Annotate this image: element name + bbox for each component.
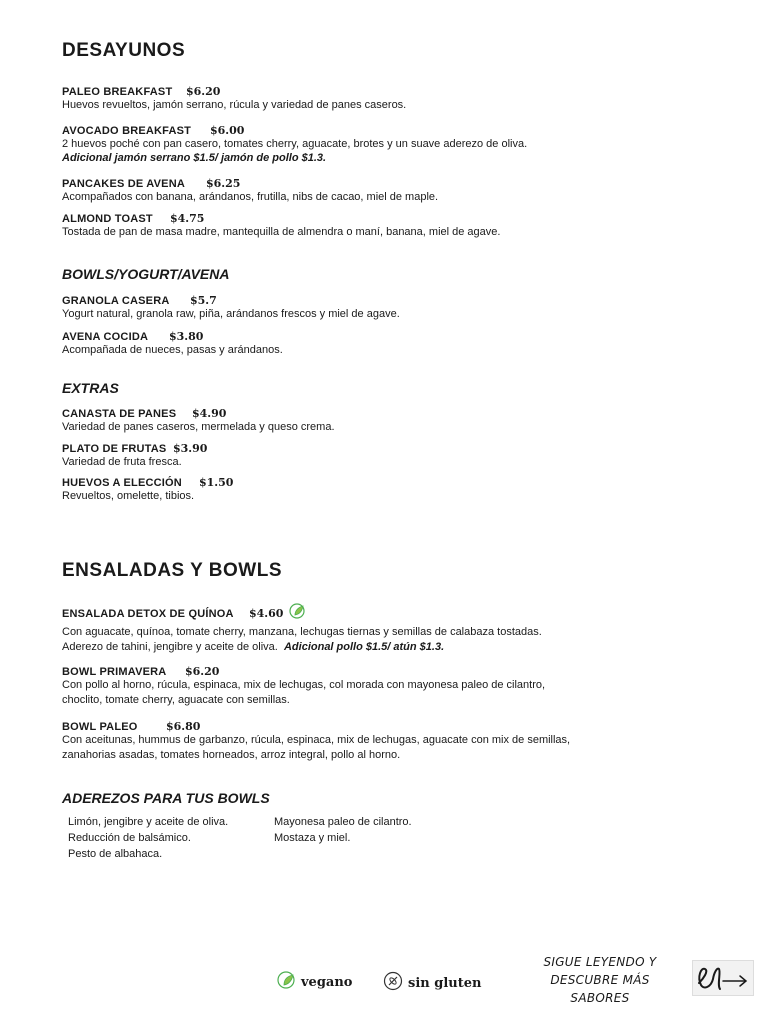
list-item: Reducción de balsámico.	[68, 832, 191, 844]
wheat-crossed-icon	[383, 971, 403, 996]
section-title-bowls-yogurt: BOWLS/YOGURT/AVENA	[62, 266, 230, 282]
item-name: AVOCADO BREAKFAST	[62, 124, 192, 137]
section-title-extras: EXTRAS	[62, 380, 119, 396]
item-price: $4.75	[170, 212, 205, 225]
item-description: Con aguacate, quínoa, tomate cherry, manzana, lechugas tiernas y semillas de calabaza tostadas.	[62, 626, 542, 638]
item-price: $6.20	[186, 85, 221, 98]
item-description: Yogurt natural, granola raw, piña, arándanos frescos y miel de agave.	[62, 308, 400, 320]
item-name: CANASTA DE PANES	[62, 407, 177, 420]
legend-vegano-label: vegano	[301, 975, 353, 990]
item-description: Variedad de panes caseros, mermelada y queso crema.	[62, 421, 335, 433]
list-item: Mostaza y miel.	[274, 832, 351, 844]
menu-item	[62, 85, 742, 113]
menu-item	[62, 407, 742, 435]
item-name: ALMOND TOAST	[62, 212, 153, 225]
item-name: GRANOLA CASERA	[62, 294, 170, 307]
item-name: BOWL PRIMAVERA	[62, 665, 167, 678]
item-name: BOWL PALEO	[62, 720, 138, 733]
item-price: $4.90	[192, 407, 227, 420]
list-item: Mayonesa paleo de cilantro.	[274, 816, 412, 828]
menu-item	[62, 476, 742, 504]
item-price: $6.80	[166, 720, 201, 733]
item-note: Adicional jamón serrano $1.5/ jamón de pollo $1.3.	[62, 152, 327, 164]
continue-reading-note	[522, 953, 678, 1007]
item-price: $6.20	[185, 665, 220, 678]
menu-item	[62, 177, 742, 205]
section-title-desayunos: DESAYUNOS	[62, 40, 186, 61]
item-name: HUEVOS A ELECCIÓN	[62, 476, 182, 489]
logo-el-icon	[693, 961, 753, 995]
aderezos-column-1	[68, 814, 228, 862]
menu-item	[62, 212, 742, 240]
continue-line-2: DESCUBRE MÁS SABORES	[550, 973, 650, 1005]
menu-item	[62, 665, 752, 708]
item-description: Huevos revueltos, jamón serrano, rúcula y variedad de panes caseros.	[62, 99, 407, 111]
section-title-aderezos: ADEREZOS PARA TUS BOWLS	[62, 790, 270, 806]
item-price: $3.90	[173, 442, 208, 455]
item-description: choclito, tomate cherry, aguacate con semillas.	[62, 694, 290, 706]
continue-line-1: SIGUE LEYENDO Y	[543, 955, 657, 969]
item-price: $6.00	[210, 124, 245, 137]
item-price: $3.80	[169, 330, 204, 343]
item-name: PLATO DE FRUTAS	[62, 442, 167, 455]
item-name: PANCAKES DE AVENA	[62, 177, 185, 190]
aderezos-column-2	[274, 814, 412, 846]
item-description: Con pollo al horno, rúcula, espinaca, mix de lechugas, col morada con mayonesa paleo de cilantro,	[62, 679, 546, 691]
item-description: Variedad de fruta fresca.	[62, 456, 182, 468]
section-title-ensaladas: ENSALADAS Y BOWLS	[62, 560, 282, 581]
menu-item	[62, 330, 742, 358]
item-price: $1.50	[199, 476, 234, 489]
menu-item	[62, 720, 752, 763]
list-item: Pesto de albahaca.	[68, 848, 163, 860]
legend-vegano	[277, 970, 352, 995]
item-name: AVENA COCIDA	[62, 330, 149, 343]
next-page-logo[interactable]	[692, 960, 754, 996]
leaf-icon	[289, 602, 307, 625]
item-description-part: Aderezo de tahini, jengibre y aceite de oliva.	[62, 641, 278, 653]
item-description: Tostada de pan de masa madre, mantequilla de almendra o maní, banana, miel de agave.	[62, 226, 501, 238]
item-description: Revueltos, omelette, tibios.	[62, 490, 195, 502]
item-description: Acompañados con banana, arándanos, frutilla, nibs de cacao, miel de maple.	[62, 191, 439, 203]
menu-item	[62, 602, 752, 655]
menu-item	[62, 294, 742, 322]
item-price: $5.7	[190, 294, 217, 307]
item-price: $4.60	[249, 607, 284, 620]
item-description-line	[62, 640, 752, 655]
menu-item	[62, 124, 742, 164]
leaf-icon	[277, 970, 297, 995]
item-description: Acompañada de nueces, pasas y arándanos.	[62, 344, 283, 356]
item-name: PALEO BREAKFAST	[62, 85, 173, 98]
item-price: $6.25	[206, 177, 241, 190]
item-description: 2 huevos poché con pan casero, tomates cherry, aguacate, brotes y un suave aderezo de oliva.	[62, 138, 528, 150]
item-note: Adicional pollo $1.5/ atún $1.3.	[283, 641, 445, 653]
legend-sin-gluten	[383, 971, 481, 996]
item-description: zanahorias asadas, tomates horneados, arroz integral, pollo al horno.	[62, 749, 401, 761]
list-item: Limón, jengibre y aceite de oliva.	[68, 816, 229, 828]
legend-sin-gluten-label: sin gluten	[408, 976, 482, 991]
item-name: ENSALADA DETOX DE QUÍNOA	[62, 607, 234, 620]
item-description: Con aceitunas, hummus de garbanzo, rúcula, espinaca, mix de lechugas, aguacate con mix de semillas,	[62, 734, 571, 746]
menu-item	[62, 442, 742, 470]
